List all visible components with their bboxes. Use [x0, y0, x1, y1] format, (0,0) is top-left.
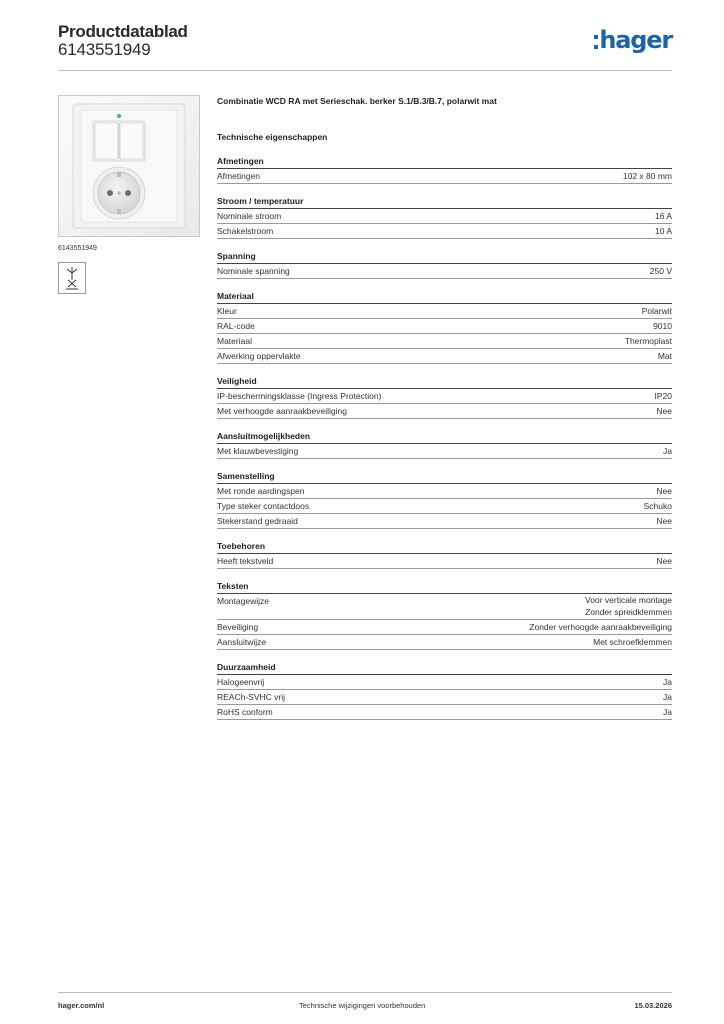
property-label: Stekerstand gedraaid	[217, 516, 298, 526]
property-label: Aansluitwijze	[217, 637, 267, 647]
property-row	[217, 705, 672, 720]
property-label: Schakelstroom	[217, 226, 274, 236]
property-label: REACh-SVHC vrij	[217, 692, 286, 702]
property-value	[656, 555, 672, 567]
product-title: Combinatie WCD RA met Serieschak. berker S.1/B.3/B.7, polarwit mat	[217, 96, 497, 106]
group-title: Aansluitmogelijkheden	[217, 430, 672, 444]
property-group	[217, 540, 672, 569]
disclaimer-text: Technische wijzigingen voorbehouden	[299, 1001, 426, 1010]
group-title: Materiaal	[217, 290, 672, 304]
property-row	[217, 404, 672, 419]
property-value	[656, 485, 672, 497]
property-row	[217, 620, 672, 635]
property-label: IP-beschermingsklasse (Ingress Protection)	[217, 391, 382, 401]
property-value	[656, 405, 672, 417]
group-title: Samenstelling	[217, 470, 672, 484]
property-value-line: Ja	[663, 707, 672, 717]
property-value	[663, 706, 672, 718]
page-footer	[58, 992, 672, 1013]
property-row	[217, 224, 672, 239]
group-title: Duurzaamheid	[217, 661, 672, 675]
property-value	[663, 676, 672, 688]
group-title: Veiligheid	[217, 375, 672, 389]
property-row	[217, 209, 672, 224]
property-value-line: Mat	[657, 351, 672, 361]
property-value-line: 16 A	[654, 211, 672, 221]
property-value	[625, 335, 672, 347]
property-value	[663, 691, 672, 703]
property-group	[217, 375, 672, 419]
property-row	[217, 514, 672, 529]
property-row	[217, 499, 672, 514]
property-label: Type steker contactdoos	[217, 501, 310, 511]
property-value-line: Nee	[656, 556, 672, 566]
property-value-line: Ja	[663, 677, 672, 687]
property-value-line: 250 V	[649, 266, 672, 276]
property-group	[217, 661, 672, 720]
property-value-line: 9010	[653, 321, 672, 331]
property-value	[658, 350, 672, 362]
property-group	[217, 430, 672, 459]
property-value-line: Zonder spreidklemmen	[585, 606, 672, 617]
property-value-line: Nee	[656, 486, 672, 496]
property-row	[217, 594, 672, 620]
property-row	[217, 349, 672, 364]
group-title: Toebehoren	[217, 540, 672, 554]
circuit-symbol-icon	[58, 262, 86, 294]
property-value	[653, 320, 672, 332]
property-group	[217, 580, 672, 650]
property-row	[217, 334, 672, 349]
property-value	[655, 390, 673, 402]
logo-colon-icon	[594, 35, 598, 49]
property-value-line: IP20	[654, 391, 672, 401]
website-link[interactable]: hager.com/nl	[58, 1001, 105, 1010]
property-label: Montagewijze	[217, 596, 269, 606]
property-groups	[217, 155, 672, 720]
property-label: Met klauwbevestiging	[217, 446, 299, 456]
property-row	[217, 319, 672, 334]
technical-properties-heading: Technische eigenschappen	[217, 132, 328, 142]
property-label: Afmetingen	[217, 171, 260, 181]
group-title: Teksten	[217, 580, 672, 594]
hager-logo	[594, 26, 672, 54]
page-header	[58, 22, 672, 71]
property-value-line: Schuko	[643, 501, 672, 511]
property-value-line: Nee	[656, 406, 672, 416]
article-number: 6143551949	[58, 40, 151, 59]
property-row	[217, 635, 672, 650]
property-value	[642, 305, 672, 317]
property-value-line: Met schroefklemmen	[593, 637, 672, 647]
property-label: RAL-code	[217, 321, 255, 331]
property-row	[217, 444, 672, 459]
socket-switch-combination-image	[59, 96, 199, 236]
property-value	[593, 636, 672, 648]
property-value	[655, 210, 672, 222]
property-label: Nominale spanning	[217, 266, 290, 276]
property-row	[217, 690, 672, 705]
property-value-line: Nee	[656, 516, 672, 526]
property-label: RoHS conform	[217, 707, 273, 717]
property-group	[217, 250, 672, 279]
property-group	[217, 195, 672, 239]
property-value	[529, 621, 672, 633]
property-value	[656, 515, 672, 527]
product-image	[58, 95, 200, 237]
property-label: Heeft tekstveld	[217, 556, 274, 566]
property-value	[655, 225, 672, 237]
group-title: Spanning	[217, 250, 672, 264]
property-group	[217, 155, 672, 184]
logo-text: hager	[599, 26, 672, 54]
property-label: Met verhoogde aanraakbeveiliging	[217, 406, 347, 416]
property-value-line: 10 A	[654, 226, 672, 236]
group-title: Stroom / temperatuur	[217, 195, 672, 209]
property-row	[217, 675, 672, 690]
property-value	[585, 595, 672, 618]
property-value	[650, 265, 672, 277]
property-value-line: 102 x 80 mm	[622, 171, 672, 181]
technical-data	[217, 95, 672, 720]
property-value	[644, 500, 672, 512]
property-group	[217, 470, 672, 529]
property-row	[217, 169, 672, 184]
property-row	[217, 554, 672, 569]
property-label: Halogeenvrij	[217, 677, 265, 687]
property-value	[663, 445, 672, 457]
property-label: Met ronde aardingspen	[217, 486, 305, 496]
property-label: Afwerking oppervlakte	[217, 351, 301, 361]
property-label: Materiaal	[217, 336, 252, 346]
group-title: Afmetingen	[217, 155, 672, 169]
property-value-line: Ja	[663, 692, 672, 702]
property-value-line: Ja	[663, 446, 672, 456]
document-date: 15.03.2026	[634, 1001, 672, 1010]
property-label: Nominale stroom	[217, 211, 282, 221]
property-group	[217, 290, 672, 364]
property-row	[217, 264, 672, 279]
property-label: Beveiliging	[217, 622, 259, 632]
property-row	[217, 389, 672, 404]
product-code-label: 6143551949	[58, 245, 97, 252]
property-value-line: Zonder verhoogde aanraakbeveiliging	[529, 622, 672, 632]
document-title: Productdatablad	[58, 22, 188, 41]
property-label: Kleur	[217, 306, 237, 316]
property-value-line: Thermoplast	[624, 336, 672, 346]
property-value-line: Voor verticale montage	[585, 595, 672, 605]
property-value-line: Polarwit	[641, 306, 672, 316]
property-row	[217, 484, 672, 499]
property-value	[623, 170, 672, 182]
property-row	[217, 304, 672, 319]
